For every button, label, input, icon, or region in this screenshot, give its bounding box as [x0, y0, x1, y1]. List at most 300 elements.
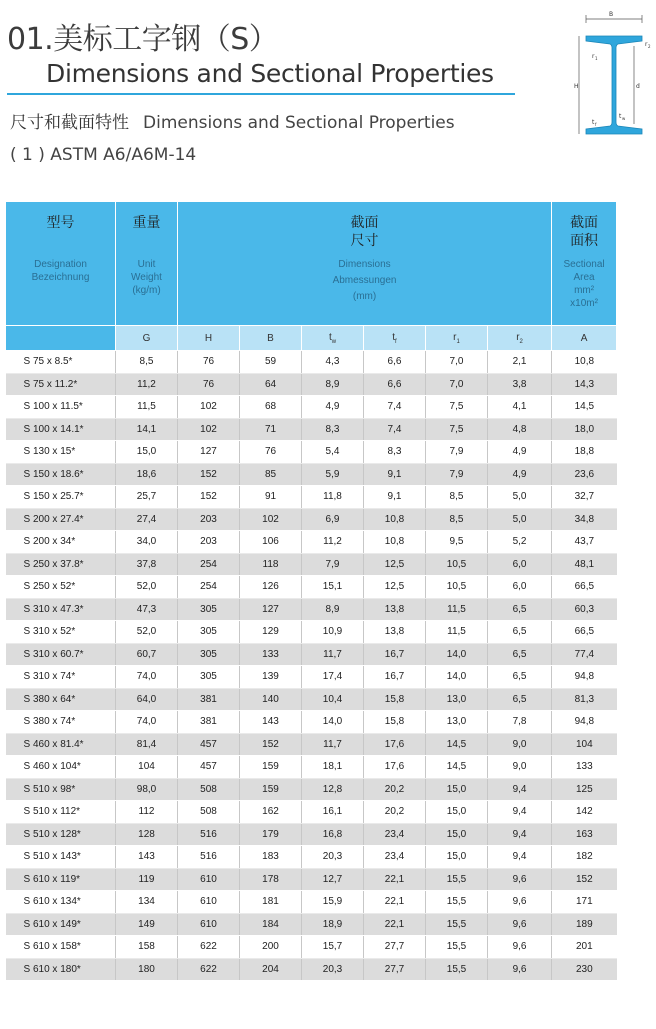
cell-area-a: 43,7 — [552, 531, 617, 554]
cell-radius-r2: 5,0 — [488, 486, 552, 509]
cell-designation: S 510 x 128* — [6, 823, 116, 846]
cell-web-thickness-tw: 18,1 — [302, 756, 364, 779]
table-row — [6, 486, 617, 509]
cell-web-thickness-tw: 16,8 — [302, 823, 364, 846]
diagram-label-r1: r — [592, 53, 595, 60]
cell-radius-r2: 4,8 — [488, 418, 552, 441]
cell-flange-thickness-tf: 15,8 — [364, 711, 426, 734]
header-area — [552, 202, 617, 326]
cell-width-b: 204 — [240, 958, 302, 981]
cell-radius-r1: 11,5 — [426, 621, 488, 644]
cell-radius-r2: 4,9 — [488, 463, 552, 486]
cell-radius-r2: 3,8 — [488, 373, 552, 396]
cell-weight-g: 143 — [116, 846, 178, 869]
cell-radius-r1: 8,5 — [426, 486, 488, 509]
cell-width-b: 143 — [240, 711, 302, 734]
section-heading-zh: 尺寸和截面特性 — [10, 113, 129, 133]
table-row — [6, 553, 617, 576]
cell-weight-g: 74,0 — [116, 666, 178, 689]
dimensions-table — [5, 201, 617, 981]
cell-web-thickness-tw: 11,7 — [302, 733, 364, 756]
symbol-tf-text: t — [392, 331, 396, 343]
cell-radius-r1: 15,5 — [426, 958, 488, 981]
table-body — [6, 351, 617, 981]
cell-area-a: 152 — [552, 868, 617, 891]
cell-weight-g: 11,5 — [116, 396, 178, 419]
table-row — [6, 351, 617, 374]
header-dimensions-en2: Abmessungen — [332, 275, 397, 286]
cell-web-thickness-tw: 11,2 — [302, 531, 364, 554]
header-weight-en1: Unit — [137, 259, 156, 270]
cell-area-a: 142 — [552, 801, 617, 824]
symbol-r2 — [488, 326, 552, 351]
cell-designation: S 510 x 112* — [6, 801, 116, 824]
cell-flange-thickness-tf: 16,7 — [364, 666, 426, 689]
table-row — [6, 598, 617, 621]
cell-height-h: 622 — [178, 958, 240, 981]
cell-web-thickness-tw: 7,9 — [302, 553, 364, 576]
cell-width-b: 127 — [240, 598, 302, 621]
section-heading-en: Dimensions and Sectional Properties — [143, 113, 455, 133]
cell-weight-g: 11,2 — [116, 373, 178, 396]
cell-weight-g: 60,7 — [116, 643, 178, 666]
cell-radius-r2: 6,5 — [488, 598, 552, 621]
cell-height-h: 622 — [178, 936, 240, 959]
header-designation — [6, 202, 116, 326]
diagram-label-r2: r — [645, 41, 648, 48]
cell-height-h: 203 — [178, 508, 240, 531]
cell-area-a: 48,1 — [552, 553, 617, 576]
cell-radius-r1: 14,5 — [426, 756, 488, 779]
cell-designation: S 610 x 158* — [6, 936, 116, 959]
cell-height-h: 102 — [178, 418, 240, 441]
cell-weight-g: 112 — [116, 801, 178, 824]
cell-radius-r2: 4,1 — [488, 396, 552, 419]
table-row — [6, 756, 617, 779]
cell-area-a: 133 — [552, 756, 617, 779]
cell-height-h: 516 — [178, 823, 240, 846]
cell-width-b: 179 — [240, 823, 302, 846]
cell-width-b: 162 — [240, 801, 302, 824]
cell-height-h: 457 — [178, 756, 240, 779]
cell-web-thickness-tw: 4,3 — [302, 351, 364, 374]
symbol-tw-text: t — [328, 331, 332, 343]
table-row — [6, 936, 617, 959]
cell-weight-g: 74,0 — [116, 711, 178, 734]
cell-radius-r1: 7,0 — [426, 351, 488, 374]
cell-area-a: 66,5 — [552, 576, 617, 599]
header-designation-en1: Designation — [34, 259, 87, 270]
cell-radius-r2: 7,8 — [488, 711, 552, 734]
cell-web-thickness-tw: 20,3 — [302, 846, 364, 869]
symbol-tf — [364, 326, 426, 351]
cell-radius-r1: 7,9 — [426, 441, 488, 464]
cell-web-thickness-tw: 11,7 — [302, 643, 364, 666]
cell-radius-r1: 15,0 — [426, 801, 488, 824]
cell-web-thickness-tw: 8,9 — [302, 598, 364, 621]
cell-flange-thickness-tf: 9,1 — [364, 463, 426, 486]
symbol-r1 — [426, 326, 488, 351]
cell-designation: S 100 x 11.5* — [6, 396, 116, 419]
cell-designation: S 150 x 25.7* — [6, 486, 116, 509]
cell-designation: S 510 x 98* — [6, 778, 116, 801]
cell-radius-r1: 10,5 — [426, 553, 488, 576]
header-weight-en3: (kg/m) — [132, 285, 161, 296]
symbol-designation — [6, 326, 116, 351]
cell-web-thickness-tw: 20,3 — [302, 958, 364, 981]
cell-web-thickness-tw: 11,8 — [302, 486, 364, 509]
cell-width-b: 126 — [240, 576, 302, 599]
cell-radius-r1: 14,0 — [426, 643, 488, 666]
cell-radius-r1: 8,5 — [426, 508, 488, 531]
cell-flange-thickness-tf: 16,7 — [364, 643, 426, 666]
cell-height-h: 457 — [178, 733, 240, 756]
cell-designation: S 510 x 143* — [6, 846, 116, 869]
cell-height-h: 381 — [178, 711, 240, 734]
symbol-r1-sub: 1 — [456, 338, 460, 345]
cell-flange-thickness-tf: 22,1 — [364, 868, 426, 891]
table-row — [6, 958, 617, 981]
cell-radius-r2: 6,5 — [488, 643, 552, 666]
cell-height-h: 516 — [178, 846, 240, 869]
cell-width-b: 129 — [240, 621, 302, 644]
cell-designation: S 380 x 64* — [6, 688, 116, 711]
cell-width-b: 68 — [240, 396, 302, 419]
cell-height-h: 152 — [178, 486, 240, 509]
cell-height-h: 254 — [178, 553, 240, 576]
cell-web-thickness-tw: 14,0 — [302, 711, 364, 734]
diagram-label-tf-sub: f — [595, 122, 597, 127]
cell-radius-r1: 11,5 — [426, 598, 488, 621]
cell-weight-g: 52,0 — [116, 576, 178, 599]
cell-flange-thickness-tf: 7,4 — [364, 418, 426, 441]
cell-flange-thickness-tf: 17,6 — [364, 756, 426, 779]
cell-weight-g: 34,0 — [116, 531, 178, 554]
cell-flange-thickness-tf: 22,1 — [364, 891, 426, 914]
cell-height-h: 305 — [178, 621, 240, 644]
symbol-tw — [302, 326, 364, 351]
symbol-tf-sub: f — [395, 338, 397, 345]
cell-weight-g: 119 — [116, 868, 178, 891]
table-row — [6, 418, 617, 441]
cell-area-a: 23,6 — [552, 463, 617, 486]
cell-height-h: 381 — [178, 688, 240, 711]
diagram-label-r2-sub: 2 — [648, 44, 651, 49]
cell-height-h: 203 — [178, 531, 240, 554]
cell-designation: S 610 x 119* — [6, 868, 116, 891]
cell-weight-g: 98,0 — [116, 778, 178, 801]
cell-radius-r1: 15,0 — [426, 823, 488, 846]
header-dimensions — [178, 202, 552, 326]
cell-width-b: 59 — [240, 351, 302, 374]
cell-area-a: 18,0 — [552, 418, 617, 441]
header-area-en3: mm² — [574, 285, 595, 296]
header-dimensions-zh1: 截面 — [350, 215, 379, 231]
cell-designation: S 310 x 60.7* — [6, 643, 116, 666]
cell-radius-r2: 5,0 — [488, 508, 552, 531]
cell-weight-g: 180 — [116, 958, 178, 981]
cell-width-b: 181 — [240, 891, 302, 914]
table-row — [6, 801, 617, 824]
table-row — [6, 621, 617, 644]
cell-flange-thickness-tf: 23,4 — [364, 823, 426, 846]
cell-flange-thickness-tf: 6,6 — [364, 373, 426, 396]
cell-radius-r1: 13,0 — [426, 711, 488, 734]
symbol-a: A — [552, 326, 617, 351]
table-row — [6, 823, 617, 846]
cell-weight-g: 128 — [116, 823, 178, 846]
header-designation-en2: Bezeichnung — [31, 272, 90, 283]
diagram-label-tf: t — [592, 119, 595, 126]
table-row — [6, 778, 617, 801]
cell-radius-r1: 13,0 — [426, 688, 488, 711]
cell-designation: S 75 x 11.2* — [6, 373, 116, 396]
cell-area-a: 163 — [552, 823, 617, 846]
header-designation-zh: 型号 — [46, 215, 75, 231]
cell-area-a: 189 — [552, 913, 617, 936]
cell-web-thickness-tw: 15,9 — [302, 891, 364, 914]
cell-weight-g: 15,0 — [116, 441, 178, 464]
cell-radius-r1: 7,0 — [426, 373, 488, 396]
cell-flange-thickness-tf: 20,2 — [364, 801, 426, 824]
cell-designation: S 250 x 52* — [6, 576, 116, 599]
table-row — [6, 396, 617, 419]
table-row — [6, 666, 617, 689]
header-area-en2: Area — [573, 272, 595, 283]
cell-radius-r1: 15,0 — [426, 846, 488, 869]
header-weight-zh: 重量 — [132, 215, 161, 231]
cell-width-b: 140 — [240, 688, 302, 711]
header-dimensions-zh2: 尺寸 — [350, 233, 379, 249]
cell-designation: S 200 x 27.4* — [6, 508, 116, 531]
cell-width-b: 71 — [240, 418, 302, 441]
cell-web-thickness-tw: 10,4 — [302, 688, 364, 711]
cell-area-a: 182 — [552, 846, 617, 869]
cell-designation: S 250 x 37.8* — [6, 553, 116, 576]
table-row — [6, 733, 617, 756]
standard-label: ( 1 ) ASTM A6/A6M-14 — [10, 145, 197, 165]
cell-area-a: 60,3 — [552, 598, 617, 621]
dimensions-table-container — [5, 201, 616, 981]
cell-designation: S 310 x 52* — [6, 621, 116, 644]
cell-radius-r2: 9,6 — [488, 958, 552, 981]
cell-radius-r2: 9,6 — [488, 868, 552, 891]
page-title: 01.美标工字钢（S） — [7, 22, 279, 57]
cell-designation: S 310 x 74* — [6, 666, 116, 689]
symbol-r2-sub: 2 — [519, 338, 523, 345]
cell-flange-thickness-tf: 15,8 — [364, 688, 426, 711]
cell-weight-g: 158 — [116, 936, 178, 959]
cell-radius-r2: 6,5 — [488, 621, 552, 644]
diagram-label-d: d — [636, 83, 640, 90]
cell-radius-r1: 7,9 — [426, 463, 488, 486]
cell-radius-r2: 9,6 — [488, 891, 552, 914]
cell-web-thickness-tw: 12,7 — [302, 868, 364, 891]
table-row — [6, 576, 617, 599]
cell-flange-thickness-tf: 13,8 — [364, 621, 426, 644]
cell-radius-r1: 15,5 — [426, 891, 488, 914]
cell-width-b: 184 — [240, 913, 302, 936]
cell-height-h: 102 — [178, 396, 240, 419]
header-area-zh2: 面积 — [570, 233, 599, 249]
cell-radius-r2: 9,4 — [488, 778, 552, 801]
header-area-zh1: 截面 — [570, 215, 599, 231]
cell-height-h: 508 — [178, 801, 240, 824]
cell-weight-g: 47,3 — [116, 598, 178, 621]
cell-width-b: 200 — [240, 936, 302, 959]
cell-width-b: 159 — [240, 778, 302, 801]
cell-width-b: 152 — [240, 733, 302, 756]
cell-flange-thickness-tf: 12,5 — [364, 576, 426, 599]
title-underline — [7, 93, 515, 95]
cell-width-b: 133 — [240, 643, 302, 666]
table-row — [6, 643, 617, 666]
cell-height-h: 305 — [178, 598, 240, 621]
cell-radius-r1: 15,0 — [426, 778, 488, 801]
table-row — [6, 441, 617, 464]
cell-designation: S 460 x 104* — [6, 756, 116, 779]
cell-flange-thickness-tf: 20,2 — [364, 778, 426, 801]
cell-weight-g: 8,5 — [116, 351, 178, 374]
cell-flange-thickness-tf: 7,4 — [364, 396, 426, 419]
cell-web-thickness-tw: 5,9 — [302, 463, 364, 486]
cell-web-thickness-tw: 15,1 — [302, 576, 364, 599]
cell-designation: S 130 x 15* — [6, 441, 116, 464]
cell-radius-r2: 9,6 — [488, 936, 552, 959]
table-row — [6, 711, 617, 734]
cell-radius-r2: 6,5 — [488, 688, 552, 711]
cell-radius-r2: 6,0 — [488, 576, 552, 599]
cell-weight-g: 14,1 — [116, 418, 178, 441]
cell-area-a: 10,8 — [552, 351, 617, 374]
cell-height-h: 610 — [178, 868, 240, 891]
cell-width-b: 91 — [240, 486, 302, 509]
cell-radius-r2: 6,0 — [488, 553, 552, 576]
cell-radius-r1: 15,5 — [426, 913, 488, 936]
cell-web-thickness-tw: 15,7 — [302, 936, 364, 959]
cell-weight-g: 134 — [116, 891, 178, 914]
cell-web-thickness-tw: 17,4 — [302, 666, 364, 689]
cell-designation: S 150 x 18.6* — [6, 463, 116, 486]
cell-width-b: 64 — [240, 373, 302, 396]
cell-width-b: 118 — [240, 553, 302, 576]
cell-web-thickness-tw: 8,3 — [302, 418, 364, 441]
cell-width-b: 85 — [240, 463, 302, 486]
cell-radius-r2: 9,0 — [488, 733, 552, 756]
cell-flange-thickness-tf: 6,6 — [364, 351, 426, 374]
cell-radius-r2: 9,4 — [488, 801, 552, 824]
table-row — [6, 373, 617, 396]
symbol-r1-text: r — [453, 331, 457, 343]
table-row — [6, 891, 617, 914]
cell-area-a: 230 — [552, 958, 617, 981]
symbol-tw-sub: w — [331, 338, 337, 345]
cell-weight-g: 18,6 — [116, 463, 178, 486]
cell-designation: S 100 x 14.1* — [6, 418, 116, 441]
cell-flange-thickness-tf: 22,1 — [364, 913, 426, 936]
cell-radius-r2: 2,1 — [488, 351, 552, 374]
symbol-r2-text: r — [516, 331, 520, 343]
cell-designation: S 610 x 134* — [6, 891, 116, 914]
diagram-label-r1-sub: 1 — [595, 56, 598, 61]
cell-area-a: 18,8 — [552, 441, 617, 464]
cell-flange-thickness-tf: 10,8 — [364, 508, 426, 531]
cell-area-a: 94,8 — [552, 711, 617, 734]
diagram-label-tw-sub: w — [622, 116, 626, 121]
cell-area-a: 104 — [552, 733, 617, 756]
cell-height-h: 610 — [178, 913, 240, 936]
cell-weight-g: 52,0 — [116, 621, 178, 644]
cell-weight-g: 149 — [116, 913, 178, 936]
cell-web-thickness-tw: 18,9 — [302, 913, 364, 936]
header-weight — [116, 202, 178, 326]
cell-radius-r1: 15,5 — [426, 868, 488, 891]
cell-web-thickness-tw: 8,9 — [302, 373, 364, 396]
cell-height-h: 610 — [178, 891, 240, 914]
cell-weight-g: 37,8 — [116, 553, 178, 576]
symbol-b: B — [240, 326, 302, 351]
cell-height-h: 508 — [178, 778, 240, 801]
table-row — [6, 531, 617, 554]
cell-area-a: 125 — [552, 778, 617, 801]
section-heading — [10, 108, 455, 133]
cell-width-b: 178 — [240, 868, 302, 891]
cell-radius-r1: 14,0 — [426, 666, 488, 689]
i-beam-shape — [586, 36, 642, 134]
cell-flange-thickness-tf: 23,4 — [364, 846, 426, 869]
header-area-en1: Sectional — [563, 259, 605, 270]
cell-height-h: 152 — [178, 463, 240, 486]
cell-web-thickness-tw: 12,8 — [302, 778, 364, 801]
cell-flange-thickness-tf: 17,6 — [364, 733, 426, 756]
cell-flange-thickness-tf: 12,5 — [364, 553, 426, 576]
cell-web-thickness-tw: 5,4 — [302, 441, 364, 464]
cell-height-h: 76 — [178, 351, 240, 374]
cell-weight-g: 81,4 — [116, 733, 178, 756]
cell-height-h: 305 — [178, 643, 240, 666]
cell-designation: S 310 x 47.3* — [6, 598, 116, 621]
header-dimensions-en3: (mm) — [352, 291, 377, 302]
cell-web-thickness-tw: 16,1 — [302, 801, 364, 824]
cell-width-b: 76 — [240, 441, 302, 464]
table-row — [6, 913, 617, 936]
symbol-g: G — [116, 326, 178, 351]
cell-height-h: 305 — [178, 666, 240, 689]
cell-flange-thickness-tf: 27,7 — [364, 936, 426, 959]
table-row — [6, 508, 617, 531]
cell-flange-thickness-tf: 9,1 — [364, 486, 426, 509]
cell-radius-r2: 9,4 — [488, 823, 552, 846]
cell-radius-r2: 6,5 — [488, 666, 552, 689]
i-beam-diagram — [572, 10, 654, 140]
cell-flange-thickness-tf: 27,7 — [364, 958, 426, 981]
cell-designation: S 610 x 149* — [6, 913, 116, 936]
cell-width-b: 183 — [240, 846, 302, 869]
cell-area-a: 14,3 — [552, 373, 617, 396]
cell-radius-r2: 9,4 — [488, 846, 552, 869]
cell-designation: S 200 x 34* — [6, 531, 116, 554]
cell-radius-r1: 10,5 — [426, 576, 488, 599]
diagram-label-h: H — [574, 83, 579, 90]
table-row — [6, 846, 617, 869]
cell-flange-thickness-tf: 10,8 — [364, 531, 426, 554]
cell-area-a: 81,3 — [552, 688, 617, 711]
cell-area-a: 14,5 — [552, 396, 617, 419]
cell-radius-r1: 7,5 — [426, 418, 488, 441]
diagram-label-tw: t — [619, 113, 622, 120]
cell-area-a: 171 — [552, 891, 617, 914]
header-area-en4: x10m² — [570, 298, 598, 309]
